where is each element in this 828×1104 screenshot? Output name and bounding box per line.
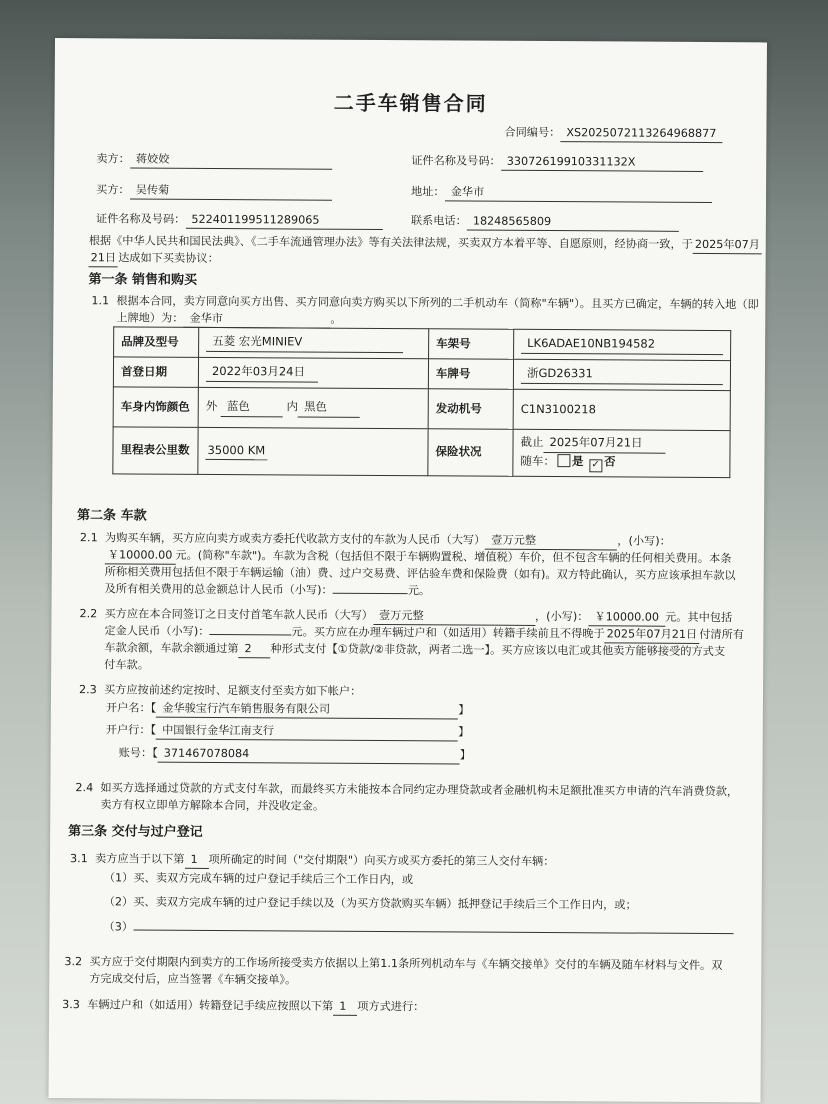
clause-3-1-text-b: 项所确定的时间（"交付期限"）向买方或买方委托的第三人交付车辆： xyxy=(208,852,555,869)
bank-name: 中国银行金华江南支行 xyxy=(156,722,458,742)
clause-3-3-text: 车辆过户和（如适用）转籍登记手续应按照以下第 xyxy=(87,998,334,1013)
insurance-cell xyxy=(513,429,730,477)
first-reg-label: 首登日期 xyxy=(113,357,198,388)
clause-2-1-text-e: 元。 xyxy=(407,584,431,598)
clause-3-1-option3 xyxy=(104,918,734,939)
yes-label: 是 xyxy=(571,453,584,469)
clause-2-2-line4: 付车款。 xyxy=(104,658,149,672)
engine-label: 发动机号 xyxy=(428,389,513,430)
insurance-until: 2025年07月21日 xyxy=(543,434,665,454)
account-number: 371467078084 xyxy=(158,745,460,765)
account-name-row xyxy=(106,699,470,720)
clause-2-1-number: 2.1 xyxy=(79,531,98,545)
brand-label: 品牌及型号 xyxy=(114,327,199,358)
account-number-row xyxy=(119,744,471,765)
seller-row xyxy=(96,150,332,170)
clause-1-1-end: 。 xyxy=(330,312,342,326)
table-row xyxy=(113,387,730,431)
payment-deadline: 2025年07月21日 xyxy=(605,625,700,644)
intro-text: 根据《中华人民共和国民法典》、《二手车流通管理办法》等有关法律法规，买卖双方本着平等、自愿原则，经协商一致，于 xyxy=(88,234,693,251)
article-1-heading: 第一条 销售和购买 xyxy=(88,272,198,288)
bracket-end: 】 xyxy=(459,748,472,762)
clause-3-3-number: 3.3 xyxy=(62,998,80,1012)
contract-paper xyxy=(49,38,767,1102)
account-number-label: 账号：【 xyxy=(118,746,158,760)
intro-line-2 xyxy=(89,249,219,268)
color-cell xyxy=(198,387,428,428)
mileage-value: 35000 xyxy=(207,442,245,457)
frame-cell xyxy=(514,329,731,360)
mileage-label: 里程表公里数 xyxy=(113,427,198,474)
clause-3-1-option2: （2）买、卖双方完成车辆的过户登记手续以及（为买方贷款购买车辆）抵押登记手续后三个工作日内，或； xyxy=(103,895,637,912)
clause-1-1-line1: 根据本合同，卖方同意向买方出售、买方同意向卖方购买以下所列的二手机动车（简称"车辆"）。且买方已确定，车辆的转入地（即 xyxy=(116,294,759,312)
buyer-label: 买方： xyxy=(96,183,130,197)
table-row xyxy=(113,357,730,391)
transfer-option: 1 xyxy=(333,998,357,1017)
address: 金华市 xyxy=(445,183,712,203)
first-payment-uppercase: 壹万元整 xyxy=(373,607,535,626)
vehicle-info-table xyxy=(112,326,731,478)
clause-3-3-text-b: 项方式进行： xyxy=(357,999,425,1014)
clause-2-4-line2: 卖方有权立即单方解除本合同，并没收定金。 xyxy=(100,798,325,813)
clause-1-1-text: 上牌地）为： xyxy=(116,311,184,325)
clause-2-2-text: 买方应在本合同签订之日支付首笔车款人民币（大写） xyxy=(104,607,374,622)
contract-number-label: 合同编号： xyxy=(504,125,561,140)
clause-3-1-option1: （1）买、卖双方完成车辆的过户登记手续后三个工作日内，或 xyxy=(103,871,414,887)
clause-2-2-text-e: 元。买方应在办理车辆过户和（如适用）转籍手续前且不得晚于 xyxy=(291,625,605,641)
plate-value: 浙GD26331 xyxy=(521,365,723,385)
brand-cell xyxy=(199,327,429,358)
clause-2-2-text-c: 元。其中包括 xyxy=(665,610,733,625)
clause-3-2-line1: 买方应于交付期限内到卖方的工作场所接受卖方依据以上第1.1条所列机动车与《车辆交接单》交付的车辆及随车材料与文件。双 xyxy=(89,955,723,973)
mileage-unit: KM xyxy=(247,442,266,457)
insurance-with-row xyxy=(520,453,722,473)
clause-2-1-text: 为购买车辆，买方应向卖方或卖方委托代收款方支付的车款为人民币（大写） xyxy=(104,531,486,547)
no-checkbox[interactable]: ✓ xyxy=(589,459,602,472)
clause-2-1-line3: 所称相关费用包括但不限于车辆运输（油）费、过户交易费、评估验车费和保险费（如有)。双方特此确认，买方应该承担车款以 xyxy=(104,565,736,583)
clause-2-3-number: 2.3 xyxy=(78,683,97,697)
clause-2-2-line3 xyxy=(104,639,725,661)
clause-3-2-number: 3.2 xyxy=(64,955,83,969)
color-out-value: 蓝色 xyxy=(221,398,283,417)
car-price-amount: ￥10000.00 xyxy=(105,546,176,565)
yes-checkbox[interactable] xyxy=(557,454,570,467)
insurance-until-label: 截止 xyxy=(520,434,544,449)
engine-value: C1N3100218 xyxy=(520,401,596,416)
color-in-label: 内 xyxy=(286,399,299,414)
first-reg-value: 2022年03月24日 xyxy=(206,363,318,382)
bracket-end: 】 xyxy=(458,703,470,717)
plate-cell xyxy=(513,359,730,390)
clause-3-2-line2: 方完成交付后，应当签署《车辆交接单》。 xyxy=(89,972,297,987)
car-price-uppercase: 壹万元整 xyxy=(485,532,617,551)
bank-label: 开户行：【 xyxy=(105,723,157,737)
clause-2-1-text-b: ，(小写)： xyxy=(617,534,671,548)
account-name-label: 开户名：【 xyxy=(105,701,157,715)
contract-number: XS2025072113264968877 xyxy=(560,124,722,143)
bank-row xyxy=(106,721,470,742)
clause-3-3-line1 xyxy=(87,996,424,1016)
clause-3-1-line1 xyxy=(95,850,555,871)
clause-3-1-text: 卖方应当于以下第 xyxy=(94,852,185,866)
insurance-label: 保险状况 xyxy=(428,429,513,476)
table-row xyxy=(114,327,731,361)
address-row xyxy=(411,183,712,203)
buyer-id: 522401199511289065 xyxy=(185,211,382,231)
payment-method: 2 xyxy=(238,640,270,659)
clause-2-4-line1: 如买方选择通过贷款的方式支付车款，而最终买方未能按本合同约定办理贷款或者金融机构未足额批准买方申请的汽车消费贷款， xyxy=(100,781,739,799)
intro-date: 2025年07月 xyxy=(693,236,762,255)
buyer-id-row xyxy=(96,210,383,230)
color-out-label: 外 xyxy=(205,399,218,414)
phone-row xyxy=(411,212,679,232)
intro-text-end: 达成如下买卖协议： xyxy=(118,251,219,266)
clause-2-2-number: 2.2 xyxy=(79,607,98,621)
insurance-with-label: 随车： xyxy=(520,453,555,468)
account-name: 金华骏宝行汽车销售服务有限公司 xyxy=(156,700,458,720)
clause-2-2-text-g: 车款余额，车款余额通过第 xyxy=(104,641,239,656)
clause-2-4-number: 2.4 xyxy=(75,781,94,795)
clause-1-1-number: 1.1 xyxy=(91,294,110,308)
clause-2-3-text: 买方应按前述约定按时、足额支付至卖方如下帐户： xyxy=(103,683,362,698)
clause-2-1-line4 xyxy=(105,580,431,599)
clause-2-2-text-b: ，(小写)： xyxy=(534,609,589,624)
frame-value: LK6ADAE10NB194582 xyxy=(521,335,723,355)
color-in-value: 黑色 xyxy=(298,399,360,418)
total-amount-blank xyxy=(333,593,408,594)
buyer-row xyxy=(96,181,332,201)
buyer-name: 吴传菊 xyxy=(130,181,332,201)
clause-2-2-text-f: 付清所有 xyxy=(699,627,745,642)
registration-place: 金华市 xyxy=(183,310,330,329)
plate-label: 车牌号 xyxy=(428,359,513,390)
page-title: 二手车销售合同 xyxy=(333,90,488,116)
article-2-heading: 第二条 车款 xyxy=(77,508,147,524)
color-label: 车身内饰颜色 xyxy=(113,387,198,428)
seller-id-label: 证件名称及号码： xyxy=(411,154,501,168)
first-reg-cell xyxy=(198,357,428,388)
mileage-cell xyxy=(198,427,428,475)
seller-id: 33072619910331132X xyxy=(501,153,703,173)
first-payment-amount: ￥10000.00 xyxy=(588,608,665,627)
frame-label: 车架号 xyxy=(429,329,514,360)
option3-blank xyxy=(133,929,733,934)
intro-day: 21日 xyxy=(89,249,119,268)
delivery-option: 1 xyxy=(184,851,208,870)
phone: 18248565809 xyxy=(467,213,679,233)
brand-value: 五菱 宏光MINIEV xyxy=(206,333,403,353)
seller-id-row xyxy=(411,152,703,172)
clause-2-1-text-d: 及所有相关费用的总金额总计人民币（小写)： xyxy=(104,582,333,597)
bracket-end: 】 xyxy=(458,725,470,739)
clause-2-2-text-d: 定金人民币（小写)： xyxy=(104,624,210,638)
seller-label: 卖方： xyxy=(96,152,130,166)
buyer-id-label: 证件名称及号码： xyxy=(95,212,186,226)
phone-label: 联系电话： xyxy=(410,214,467,228)
insurance-until-row xyxy=(520,434,722,454)
clause-2-1-text-c: 元。(简称"车款")。车款为含税（包括但不限于车辆购置税、增值税）车价，但不包含车辆的任何相关费用。本条 xyxy=(175,548,732,566)
mileage-value-row xyxy=(205,441,267,460)
no-label: 否 xyxy=(604,454,616,469)
clause-2-2-text-h: 种形式支付【①贷款/②非贷款，两者二选一】。买方应该以电汇或其他卖方能够接受的方式支 xyxy=(270,642,726,659)
contract-number-row xyxy=(504,124,722,144)
engine-cell xyxy=(513,389,730,430)
clause-3-1-number: 3.1 xyxy=(69,852,88,866)
seller-name: 蒋姣姣 xyxy=(130,150,332,170)
address-label: 地址： xyxy=(411,185,445,199)
article-3-heading: 第三条 交付与过户登记 xyxy=(68,824,203,840)
table-row xyxy=(113,427,730,478)
option3-label: （3） xyxy=(103,920,134,934)
deposit-blank xyxy=(209,634,291,636)
